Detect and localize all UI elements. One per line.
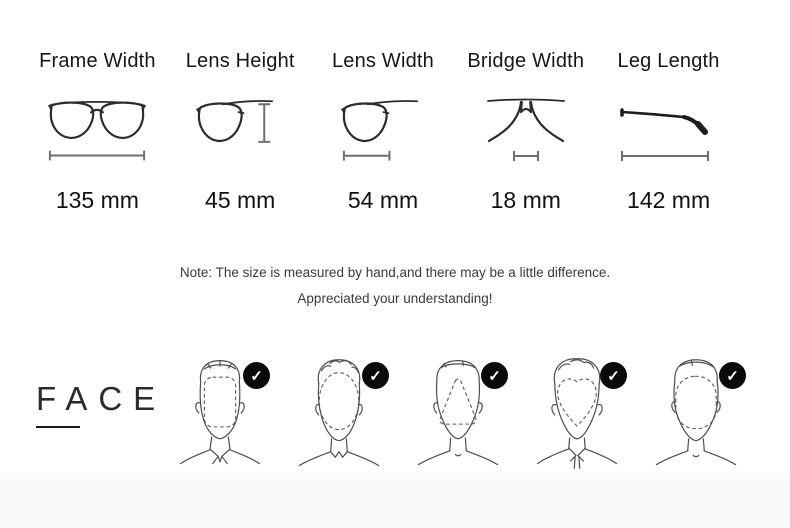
size-column-bridge-width xyxy=(454,50,597,214)
size-column-lens-height xyxy=(169,50,312,214)
measure-line xyxy=(258,104,270,142)
measure-label: Leg Length xyxy=(617,50,720,72)
size-column-lens-width xyxy=(312,50,455,214)
check-badge xyxy=(243,362,270,389)
leg-length-diagram-icon xyxy=(614,86,724,172)
measure-value: 135 mm xyxy=(55,187,139,213)
check-badge xyxy=(362,362,389,389)
background-tint-band xyxy=(0,473,790,528)
note-line-2: Appreciated your understanding! xyxy=(297,291,493,306)
face-shape-round xyxy=(650,352,742,476)
check-icon: ✓ xyxy=(607,367,620,385)
check-badge xyxy=(719,362,746,389)
bridge-width-diagram-icon xyxy=(476,86,576,172)
measure-line xyxy=(514,151,538,161)
face-section-title: FACE xyxy=(36,380,167,417)
note-line-1: Note: The size is measured by hand,and there may be a little difference. xyxy=(179,265,611,280)
measure-label: Lens Height xyxy=(185,50,295,72)
heart-shape-overlay xyxy=(558,379,597,426)
measure-icon-wrap xyxy=(312,73,455,185)
face-title-block xyxy=(36,380,174,428)
triangle-shape-overlay xyxy=(440,379,476,424)
note-text xyxy=(0,260,790,312)
check-icon: ✓ xyxy=(250,367,263,385)
measure-line xyxy=(622,151,708,161)
face-shape-triangle xyxy=(412,352,504,476)
measure-label: Lens Width xyxy=(331,50,435,72)
check-icon: ✓ xyxy=(488,367,501,385)
measure-icon-wrap xyxy=(26,73,169,185)
measure-value: 54 mm xyxy=(347,187,419,213)
face-shape-heart xyxy=(531,352,623,476)
measure-label: Frame Width xyxy=(39,50,156,72)
measure-value: 18 mm xyxy=(490,187,561,213)
measure-value: 45 mm xyxy=(205,187,276,213)
check-icon: ✓ xyxy=(369,367,382,385)
face-shape-oval xyxy=(293,352,385,476)
measure-line xyxy=(50,151,144,161)
measure-icon-wrap xyxy=(169,73,312,185)
check-badge xyxy=(481,362,508,389)
face-title-underline xyxy=(36,426,80,428)
lens-height-diagram-icon xyxy=(193,86,287,172)
face-shapes-row xyxy=(174,352,742,476)
size-chart xyxy=(0,0,790,214)
check-icon: ✓ xyxy=(726,367,739,385)
measure-value: 142 mm xyxy=(627,187,711,213)
check-badge xyxy=(600,362,627,389)
round-shape-overlay xyxy=(676,376,716,428)
measure-icon-wrap xyxy=(597,73,740,185)
size-column-leg-length xyxy=(597,50,740,214)
measure-line xyxy=(344,151,390,161)
size-column-frame-width xyxy=(26,50,169,214)
face-shape-square xyxy=(174,352,266,476)
oval-shape-overlay xyxy=(319,373,359,430)
frame-width-diagram-icon xyxy=(43,86,151,172)
measure-label: Bridge Width xyxy=(467,50,585,72)
square-shape-overlay xyxy=(204,377,235,427)
measure-icon-wrap xyxy=(454,73,597,185)
lens-width-diagram-icon xyxy=(336,86,430,172)
face-section xyxy=(0,352,790,476)
